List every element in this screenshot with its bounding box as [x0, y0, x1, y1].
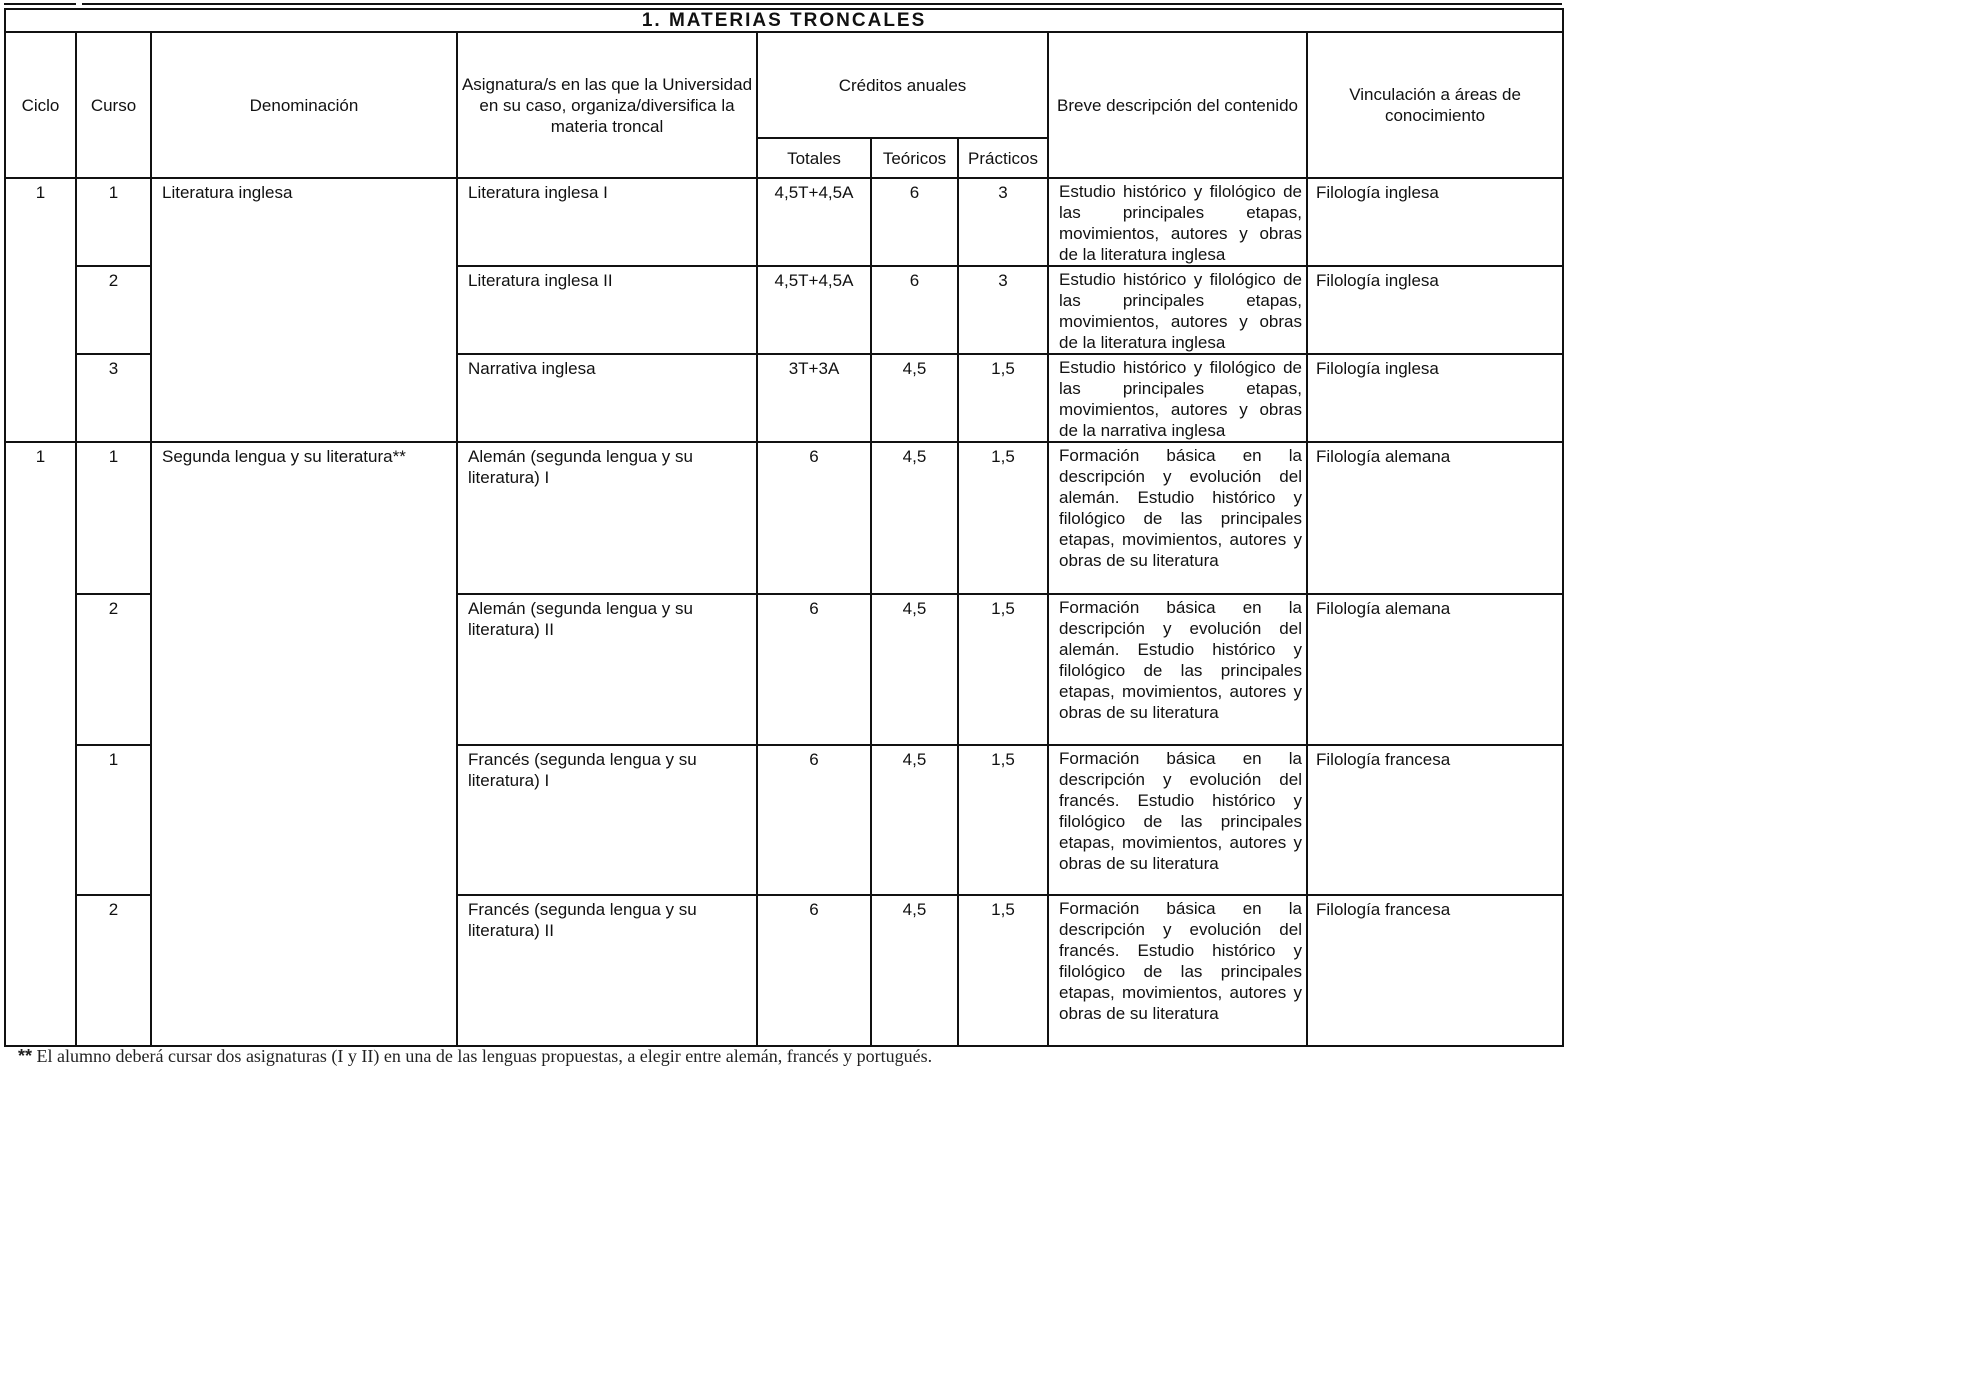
- teoricos-cell: 4,5: [871, 594, 958, 745]
- totales-cell: 4,5T+4,5A: [757, 266, 871, 354]
- teoricos-cell: 6: [871, 266, 958, 354]
- footnote-text: El alumno deberá cursar dos asignaturas (I y II) en una de las lenguas propuestas, a elegir entre alemán, francés y portugués.: [32, 1046, 933, 1066]
- denominacion-cell: Literatura inglesa: [151, 178, 457, 442]
- denominacion-cell: Segunda lengua y su literatura**: [151, 442, 457, 1046]
- totales-cell: 6: [757, 745, 871, 895]
- table-title-cell: [5, 9, 1563, 32]
- asignatura-cell: Literatura inglesa II: [457, 266, 757, 354]
- asignatura-cell: Francés (segunda lengua y su literatura) I: [457, 745, 757, 895]
- descripcion-cell: Estudio histórico y filológico de las principales etapas, movimientos, autores y obras de la literatura inglesa: [1048, 266, 1307, 354]
- practicos-cell: 1,5: [958, 895, 1048, 1046]
- descripcion-cell: Formación básica en la descripción y evolución del alemán. Estudio histórico y filológico de las principales etapas, movimientos, autores y obras de su literatura: [1048, 442, 1307, 594]
- asignatura-cell: Narrativa inglesa: [457, 354, 757, 442]
- header-vinculacion: Vinculación a áreas de conocimiento: [1307, 32, 1563, 178]
- practicos-cell: 1,5: [958, 745, 1048, 895]
- area-cell: Filología francesa: [1307, 895, 1563, 1046]
- asignatura-cell: Francés (segunda lengua y su literatura) II: [457, 895, 757, 1046]
- table-row: [5, 178, 1563, 266]
- header-totales: Totales: [757, 138, 871, 178]
- header-creditos: Créditos anuales: [757, 32, 1048, 138]
- curso-cell: 1: [76, 745, 151, 895]
- practicos-cell: 1,5: [958, 594, 1048, 745]
- totales-cell: 6: [757, 895, 871, 1046]
- teoricos-cell: 4,5: [871, 442, 958, 594]
- curso-cell: 2: [76, 594, 151, 745]
- practicos-cell: 3: [958, 266, 1048, 354]
- curso-cell: 2: [76, 895, 151, 1046]
- footnote: [18, 1046, 1558, 1067]
- area-cell: Filología alemana: [1307, 442, 1563, 594]
- asignatura-cell: Alemán (segunda lengua y su literatura) I: [457, 442, 757, 594]
- area-cell: Filología francesa: [1307, 745, 1563, 895]
- materias-troncales-table: [4, 8, 1564, 1047]
- descripcion-cell: Estudio histórico y filológico de las principales etapas, movimientos, autores y obras de la narrativa inglesa: [1048, 354, 1307, 442]
- top-rule-gap: [76, 2, 82, 7]
- top-rule: [4, 3, 1562, 5]
- totales-cell: 4,5T+4,5A: [757, 178, 871, 266]
- area-cell: Filología inglesa: [1307, 266, 1563, 354]
- curso-cell: 3: [76, 354, 151, 442]
- asignatura-cell: Alemán (segunda lengua y su literatura) II: [457, 594, 757, 745]
- header-practicos: Prácticos: [958, 138, 1048, 178]
- footnote-marker: **: [18, 1046, 33, 1066]
- area-cell: Filología inglesa: [1307, 354, 1563, 442]
- practicos-cell: 3: [958, 178, 1048, 266]
- teoricos-cell: 4,5: [871, 354, 958, 442]
- teoricos-cell: 6: [871, 178, 958, 266]
- curso-cell: 1: [76, 442, 151, 594]
- ciclo-cell: 1: [5, 178, 76, 442]
- totales-cell: 6: [757, 594, 871, 745]
- header-asignatura: Asignatura/s en las que la Universidad en su caso, organiza/diversifica la materia troncal: [457, 32, 757, 178]
- practicos-cell: 1,5: [958, 354, 1048, 442]
- descripcion-cell: Estudio histórico y filológico de las principales etapas, movimientos, autores y obras de la literatura inglesa: [1048, 178, 1307, 266]
- teoricos-cell: 4,5: [871, 745, 958, 895]
- descripcion-cell: Formación básica en la descripción y evolución del francés. Estudio histórico y filológico de las principales etapas, movimientos, autores y obras de su literatura: [1048, 745, 1307, 895]
- practicos-cell: 1,5: [958, 442, 1048, 594]
- area-cell: Filología inglesa: [1307, 178, 1563, 266]
- header-teoricos: Teóricos: [871, 138, 958, 178]
- totales-cell: 3T+3A: [757, 354, 871, 442]
- curso-cell: 1: [76, 178, 151, 266]
- totales-cell: 6: [757, 442, 871, 594]
- table-row: [5, 442, 1563, 594]
- teoricos-cell: 4,5: [871, 895, 958, 1046]
- area-cell: Filología alemana: [1307, 594, 1563, 745]
- table-title: 1. MATERIAS TRONCALES: [641, 10, 927, 31]
- ciclo-cell: 1: [5, 442, 76, 1046]
- header-ciclo: Ciclo: [5, 32, 76, 178]
- asignatura-cell: Literatura inglesa I: [457, 178, 757, 266]
- descripcion-cell: Formación básica en la descripción y evolución del alemán. Estudio histórico y filológico de las principales etapas, movimientos, autores y obras de su literatura: [1048, 594, 1307, 745]
- header-curso: Curso: [76, 32, 151, 178]
- descripcion-cell: Formación básica en la descripción y evolución del francés. Estudio histórico y filológico de las principales etapas, movimientos, autores y obras de su literatura: [1048, 895, 1307, 1046]
- curso-cell: 2: [76, 266, 151, 354]
- header-descripcion: Breve descripción del contenido: [1048, 32, 1307, 178]
- header-denominacion: Denominación: [151, 32, 457, 178]
